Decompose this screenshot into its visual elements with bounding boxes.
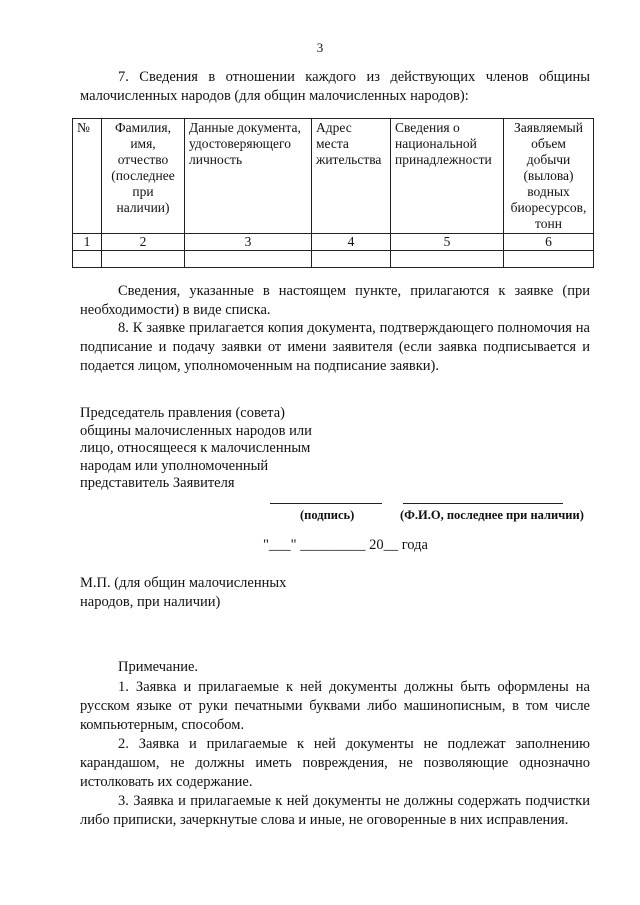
empty-cell	[312, 251, 391, 268]
empty-cell	[504, 251, 594, 268]
members-table	[72, 118, 594, 268]
page-number: 3	[316, 40, 324, 55]
column-number: 3	[185, 234, 312, 251]
empty-cell	[73, 251, 102, 268]
section-7-heading: 7. Сведения в отношении каждого из действующих членов общины малочисленных народов (для общин малочисленных народов):	[80, 69, 590, 104]
column-number: 4	[312, 234, 391, 251]
column-number: 1	[73, 234, 102, 251]
table-header-row	[73, 119, 594, 234]
seal-note: М.П. (для общин малочисленных народов, при наличии)	[80, 575, 287, 610]
header-cell: Данные документа, удостоверяющего личность	[185, 119, 312, 234]
signature-line	[270, 503, 382, 504]
column-number-row	[73, 234, 594, 251]
section-8-paragraph: 8. К заявке прилагается копия документа, подтверждающего полномочия на подписание и подачу заявки от имени заявителя (если заявка подписывается и подается лицом, уполномоченным на подписание заявки).	[80, 320, 590, 374]
empty-row	[73, 251, 594, 268]
name-caption: (Ф.И.О, последнее при наличии)	[400, 508, 584, 522]
signature-caption: (подпись)	[300, 508, 355, 522]
empty-cell	[391, 251, 504, 268]
column-number: 6	[504, 234, 594, 251]
note-item: 3. Заявка и прилагаемые к ней документы не должны содержать подчистки либо приписки, зачеркнутые слова и иные, не оговоренные в них исправления.	[80, 793, 590, 828]
empty-cell	[102, 251, 185, 268]
header-cell: Заявляемый объем добычи (вылова) водных биоресурсов, тонн	[504, 119, 594, 234]
header-cell: Сведения о национальной принадлежности	[391, 119, 504, 234]
header-cell: №	[73, 119, 102, 234]
attachment-paragraph: Сведения, указанные в настоящем пункте, прилагаются к заявке (при необходимости) в виде списка.	[80, 283, 590, 318]
header-cell: Фамилия, имя, отчество (последнее при наличии)	[102, 119, 185, 234]
date-line: "___" _________ 20__ года	[263, 537, 428, 553]
note-title: Примечание.	[118, 659, 199, 675]
column-number: 5	[391, 234, 504, 251]
signatory-block: Председатель правления (совета) общины малочисленных народов или лицо, относящееся к малочисленным народам или уполномоченный представитель Заявителя	[80, 405, 312, 491]
name-line	[403, 503, 563, 504]
column-number: 2	[102, 234, 185, 251]
header-cell: Адрес места жительства	[312, 119, 391, 234]
note-item: 1. Заявка и прилагаемые к ней документы должны быть оформлены на русском языке от руки печатными буквами либо машинописным, в том числе компьютерным, способом.	[80, 679, 590, 733]
empty-cell	[185, 251, 312, 268]
note-item: 2. Заявка и прилагаемые к ней документы не подлежат заполнению карандашом, не должны иметь повреждения, не позволяющие однозначно истолковать их содержание.	[80, 736, 590, 790]
